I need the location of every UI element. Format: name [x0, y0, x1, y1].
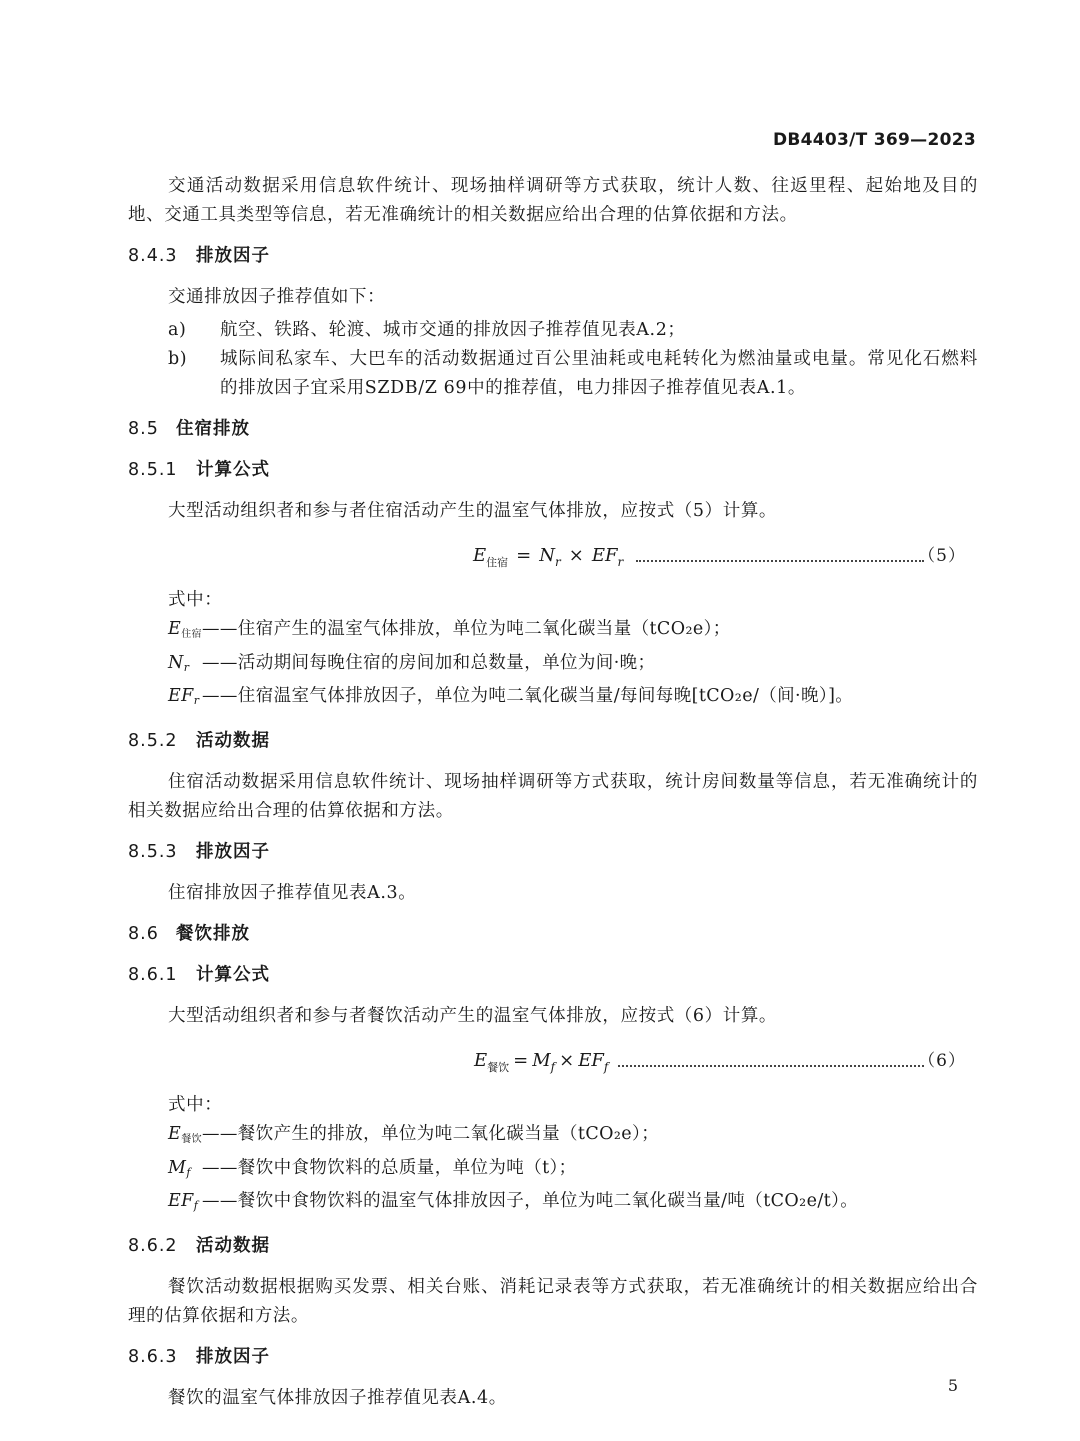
formula-lhs: E: [473, 545, 487, 566]
section-title: 计算公式: [196, 965, 270, 985]
section-title: 活动数据: [196, 1236, 270, 1256]
definition-text: ——餐饮产生的排放，单位为吨二氧化碳当量（tCO₂e）；: [202, 1124, 660, 1144]
definition-item: [128, 682, 978, 715]
definition-text: ——餐饮中食物饮料的温室气体排放因子，单位为吨二氧化碳当量/吨（tCO₂e/t）。: [202, 1191, 859, 1211]
formula-times: ×: [559, 1050, 575, 1071]
paragraph-catering-formula-intro: 大型活动组织者和参与者餐饮活动产生的温室气体排放，应按式（6）计算。: [168, 1006, 778, 1026]
list-item-text: 航空、铁路、轮渡、城市交通的排放因子推荐值见表A.2；: [220, 320, 686, 340]
formula-term-b: EF: [591, 545, 618, 566]
formula-lhs-subscript: 住宿: [486, 556, 509, 569]
definition-item: [128, 615, 978, 649]
section-number: 8.4.3: [128, 246, 178, 266]
section-number: 8.5.3: [128, 842, 178, 862]
paragraph-transport-factor-intro: 交通排放因子推荐值如下：: [168, 287, 386, 307]
definition-item: [128, 1154, 978, 1187]
definition-item: [128, 1187, 978, 1220]
section-number: 8.6.2: [128, 1236, 178, 1256]
formula-term-a: M: [532, 1050, 551, 1071]
where-label: 式中：: [168, 590, 223, 610]
section-heading-8-6: [128, 920, 978, 949]
formula-5-definitions: [128, 586, 978, 715]
equation-number: （5）: [918, 546, 966, 566]
formula-equals: =: [513, 1050, 529, 1071]
section-title: 排放因子: [196, 1347, 270, 1367]
section-title: 排放因子: [196, 246, 270, 266]
formula-equals: =: [516, 545, 532, 566]
section-number: 8.6.3: [128, 1347, 178, 1367]
definition-item: [128, 649, 978, 682]
where-label: 式中：: [168, 1095, 223, 1115]
page-content: [128, 172, 978, 1425]
paragraph-lodging-data: 住宿活动数据采用信息软件统计、现场抽样调研等方式获取，统计房间数量等信息，若无准确统计的相关数据应给出合理的估算依据和方法。: [128, 772, 978, 821]
definition-symbol: Nr: [168, 653, 190, 674]
definition-symbol: Mf: [168, 1158, 191, 1179]
definition-symbol: EFr: [168, 686, 200, 707]
section-number: 8.5: [128, 419, 159, 439]
definition-symbol: E餐饮: [168, 1124, 202, 1145]
formula-term-b: EF: [578, 1050, 604, 1071]
section-number: 8.5.1: [128, 460, 178, 480]
paragraph-catering-data: 餐饮活动数据根据购买发票、相关台账、消耗记录表等方式获取，若无准确统计的相关数据应给出合理的估算依据和方法。: [128, 1277, 978, 1326]
definition-symbol: E住宿: [168, 619, 202, 640]
section-number: 8.6.1: [128, 965, 178, 985]
leader-dots: [618, 1065, 924, 1067]
formula-term-a-subscript: f: [550, 1060, 556, 1074]
formula-term-b-subscript: f: [603, 1060, 609, 1074]
section-heading-8-5: [128, 415, 978, 444]
formula-lhs-subscript: 餐饮: [487, 1061, 510, 1074]
list-marker: b): [168, 349, 188, 369]
paragraph-lodging-factor: 住宿排放因子推荐值见表A.3。: [168, 883, 417, 903]
definition-item: [128, 1120, 978, 1154]
formula-6: [128, 1043, 978, 1079]
list-item-text: 城际间私家车、大巴车的活动数据通过百公里油耗或电耗转化为燃油量或电量。常见化石燃料的排放因子宜采用SZDB/Z 69中的推荐值，电力排因子推荐值见表A.1。: [220, 349, 978, 398]
formula-times: ×: [568, 545, 584, 566]
transport-factor-list: [128, 316, 978, 403]
section-heading-8-4-3: [128, 242, 978, 271]
section-heading-8-5-1: [128, 456, 978, 485]
equation-number: （6）: [918, 1051, 966, 1071]
section-heading-8-6-2: [128, 1232, 978, 1261]
section-heading-8-6-3: [128, 1343, 978, 1372]
section-heading-8-6-1: [128, 961, 978, 990]
section-heading-8-5-3: [128, 838, 978, 867]
definition-text: ——住宿温室气体排放因子，单位为吨二氧化碳当量/每间每晚[tCO₂e/（间·晚）]。: [202, 686, 854, 706]
section-number: 8.6: [128, 924, 159, 944]
section-title: 活动数据: [196, 731, 270, 751]
list-item: [128, 316, 978, 345]
paragraph-catering-factor: 餐饮的温室气体排放因子推荐值见表A.4。: [168, 1388, 507, 1408]
formula-term-a-subscript: r: [554, 555, 561, 569]
section-title: 排放因子: [196, 842, 270, 862]
paragraph-lodging-formula-intro: 大型活动组织者和参与者住宿活动产生的温室气体排放，应按式（5）计算。: [168, 501, 778, 521]
section-number: 8.5.2: [128, 731, 178, 751]
list-marker: a): [168, 320, 187, 340]
definition-symbol: EFf: [168, 1191, 199, 1212]
formula-term-a: N: [539, 545, 555, 566]
formula-expression: [473, 538, 623, 581]
page-number: 5: [947, 1376, 958, 1395]
leader-dots: [636, 560, 924, 562]
section-title: 餐饮排放: [176, 924, 250, 944]
section-heading-8-5-2: [128, 727, 978, 756]
section-title: 住宿排放: [176, 419, 250, 439]
formula-6-definitions: [128, 1091, 978, 1220]
section-title: 计算公式: [196, 460, 270, 480]
definition-text: ——住宿产生的温室气体排放，单位为吨二氧化碳当量（tCO₂e）；: [202, 619, 731, 639]
list-item: [128, 345, 978, 403]
formula-5: [128, 538, 978, 574]
formula-term-b-subscript: r: [617, 555, 624, 569]
definition-text: ——活动期间每晚住宿的房间加和总数量，单位为间·晚；: [202, 653, 656, 673]
document-code: DB4403/T 369—2023: [772, 130, 976, 150]
paragraph-transport-data: 交通活动数据采用信息软件统计、现场抽样调研等方式获取，统计人数、往返里程、起始地及目的地、交通工具类型等信息，若无准确统计的相关数据应给出合理的估算依据和方法。: [128, 176, 978, 225]
definition-text: ——餐饮中食物饮料的总质量，单位为吨（t）；: [202, 1158, 577, 1178]
formula-expression: [474, 1043, 608, 1086]
formula-lhs: E: [474, 1050, 488, 1071]
